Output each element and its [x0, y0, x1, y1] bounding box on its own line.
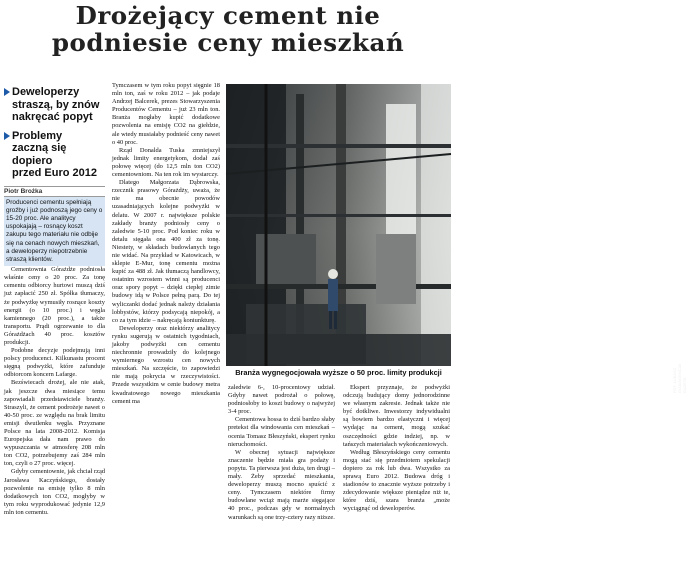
- paragraph: Bezświecach drożej, ale nie atak, jak jeszcze dwa miesiące temu zapowiadali przedstawiciele branży. Straszyli, że cement podrożeje nawet o 40-50 proc. ze względu na brak limitu emisji dwutlenku węgla. Przyznane Polsce na lata 2008-2012. Komisja Europejska dała nam prawo do wypuszczania w atmosferę 208 mln ton CO2, potrzebujemy zaś 284 mln ton, czyli o 27 proc. więcej.: [4, 379, 105, 468]
- paragraph: Cementowa hossa to dziś bardzo słaby pretekst dla windowania cen mieszkań – ocenia Tomasz Błeszyński, ekspert rynku nieruchomości.: [228, 416, 335, 448]
- triangle-bullet-icon: [4, 132, 10, 140]
- paragraph: Podobne decyzje podejmują inni polscy producenci. Kilkunastu procent sięgną podwyżki, które zafunduje odbiorcom koncern Lafarge.: [4, 347, 105, 379]
- photo-caption: Branża wygnegocjowała wyższe o 50 proc. limity produkcji: [226, 366, 451, 380]
- lead-1-line-1: Deweloperzy: [12, 86, 80, 98]
- paragraph: Według Błeszyńskiego ceny cementu mogą stać się przedmiotem spekulacji dopiero za rok lub dwa. Wszystko za sprawą Euro 2012. Budowa dróg i stadionów to znacznie wyższe potrzeby i zdecydowanie większe pieniądze niż te, które dziś, szara branża „może wyciągnąć od deweloperów.: [343, 448, 450, 513]
- lead-item-2: [4, 130, 105, 180]
- triangle-bullet-icon: [4, 88, 10, 96]
- left-column: [4, 86, 105, 580]
- article-photo: [226, 84, 687, 394]
- headline-line-1: Drożejący cement nie: [75, 1, 381, 30]
- headline: [6, 2, 450, 56]
- paragraph: Ekspert przyznaje, że podwyżki odczują budujący domy jednorodzinne we własnym zakresie. Jednak także nie być dotkliwe. Inwestorzy indywidualni są bowiem bardzo elastyczni i więcej wydając na cement, mogą szukać oszczędności gdzie indziej, np. w tańszych materiałach wykończeniowych.: [343, 384, 450, 448]
- lead-item-1: [4, 86, 105, 124]
- paragraph: Dlatego Małgorzata Dąbrowska, rzecznik prasowy Górażdży, uważa, że nie ma obecnie powodów uzasadniających kolejne podwyżki w delatu. W 2007 r. największe polskie zakłady branży podniosły ceny o zaledwie 5-10 proc. Pod koniec roku w detalu sięgała ona 400 zł za tonę. Niestety, w składach budowlanych tego nie widać. Na przykład w Katowicach, w sklepie E-Mur, tonę cementu można kupić za 488 zł. Jak tłumaczą handlowcy, ostatnim wzrostem winni są producenci oraz spory popyt – dzięki ciepłej zimie budowy idą w Polsce pełną parą. Do tej wyliczanki dodać jednak należy działania lobbystów, którzy podsycają niepokój, a co za tym idzie – nakręcają koniunkturę.: [112, 179, 220, 324]
- lead-2-line-1: Problemy: [12, 129, 63, 142]
- lead-1-line-2: straszą, by znów: [12, 98, 100, 111]
- author-byline: Piotr Brożka: [4, 186, 105, 197]
- photo-credit: FOT. ŁUKASZ GIZA/AGENCJA GAZETA: [672, 364, 687, 394]
- paragraph: W obecnej sytuacji największe znaczenie będzie miała gra podaży i popytu. Ta pierwsza jest duża, ten drugi – mały. Żeby sprzedać mieszkania, deweloperzy muszą mocno spuścić z ceny. Tymczasem niektóre firmy budowlane wciąż mają marże sięgające 40 proc., podczas gdy w normalnych warunkach są one trzy-cztery razy niższe.: [228, 448, 335, 521]
- lead-2-line-2: zaczną się dopiero: [12, 142, 67, 167]
- paragraph: Gdyby cementownie, jak chciał rząd Jarosława Kaczyńskiego, dostały pozwolenie na emisję tylko 8 mln dodatkowych ton CO2, mogłyby w tym roku wyprodukować jedynie 12,9 mln ton cementu.: [4, 468, 105, 516]
- paragraph: Cementownia Górażdże podniosła właśnie ceny o 20 proc. Za tonę cementu odbiorcy hurtowi muszą dziś już zapłacić 250 zł. Spółka tłumaczy, że podwyżkę wymusiły rosnące koszty energii (o 10 proc.) i węgla kamiennego (20 proc.), a także transportu. Prądi ogrzewanie to dla Górażdżach 40 proc. kosztów produkcji.: [4, 266, 105, 346]
- column-2-body: [112, 82, 220, 580]
- lead-2-line-3: przed Euro 2012: [12, 167, 97, 179]
- cement-plant-interior-image: [226, 84, 451, 380]
- paragraph: Rząd Donalda Tuska zmniejszył jednak limity energetykom, dodał zaś połowę więcej (do 12,5 mln ton CO2) cementowniom. Na ten rok im wystarczy.: [112, 146, 220, 179]
- column-3-body: [228, 384, 335, 580]
- paragraph: Deweloperzy oraz niektórzy analitycy rynku sugerują w ostatnich tygodniach, jakoby podwyżki cen cementu niechronnie prowadziły do kolejnego wymiernego wzrostu cen nowych mieszkań. Na szczęście, to zapowiedzi nie mają pokrycia w rzeczywistości. Przede wszystkim w cenie budowy metra kwadratowego nowego mieszkania cement ma: [112, 324, 220, 405]
- column-4-body: [343, 384, 450, 580]
- headline-line-2: podniesie ceny mieszkań: [51, 28, 405, 57]
- paragraph: zaledwie 6-, 10-procentowy udział. Gdyby nawet podrożał o połowę, podniosłoby to koszt budowy o najwyżej 3-4 proc.: [228, 384, 335, 416]
- lead-paragraph: Producenci cementu spełniają groźby i już podnoszą jego ceny o 15-20 proc. Ale analitycy uspokajają – rosnący koszt zakupu tego materiału nie odbije się na cenach nowych mieszkań, a deweloperzy niepotrzebnie straszą klientów.: [4, 197, 105, 267]
- paragraph: Tymczasem w tym roku popyt sięgnie 18 mln ton, zaś w roku 2012 – jak podaje Andrzej Balcerek, prezes Stowarzyszenia Producentów Cementu – już 23 mln ton. Branża mogłaby kupić dodatkowe pozwolenia na emisję CO2 na giełdzie, ale wtedy musiałaby podnieść ceny nawet o 40 proc.: [112, 82, 220, 146]
- lead-1-line-3: nakręcać popyt: [12, 111, 93, 123]
- column-1-body: [4, 266, 105, 517]
